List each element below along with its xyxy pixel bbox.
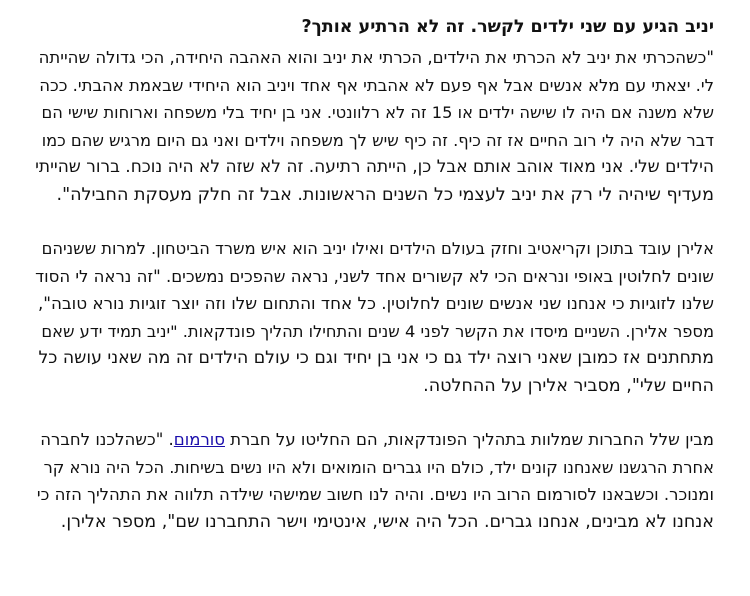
paragraph-text: . "כשהלכנו לחברה <box>40 430 174 449</box>
paragraph-line: מתחתנים אז כמובן שאני רוצה ילד גם כי אני בן יחיד וגם כי עולם הילדים זה מה שאני עושה כל <box>38 348 714 368</box>
paragraph-line: לי. יצאתי עם מלא אנשים אבל אף פעם לא אהבתי אף אחד ויניב הוא היחידי שבאמת אהבתי. ככה <box>39 75 714 95</box>
article-heading: יניב הגיע עם שני ילדים לקשר. זה לא הרתיע אותך? <box>301 17 714 37</box>
surmom-link[interactable]: סורמום <box>173 430 225 449</box>
paragraph-line: מעדיף שיהיה לי רק את יניב לעצמי כל השנים הראשונות. אבל זה חלק מעסקת החבילה". <box>56 184 714 205</box>
paragraph-line <box>34 426 714 454</box>
paragraph-line: דבר שלא היה לי רוב החיים אז זה כיף. זה כיף שיש לך משפחה וילדים ואני גם היום מרגיש שהם כמו <box>41 130 714 150</box>
paragraph-line: אלירן עובד בתוכן וקריאטיב וחזק בעולם הילדים ואילו יניב הוא איש משרד הביטחון. למרות ששניהם <box>41 239 714 258</box>
paragraph-line: שונים לחלוטין באופי ונראים הכי לא קשורים אחד לשני, נראה שהפכים נמשכים. "זה נראה לי הסוד <box>35 266 714 286</box>
paragraph-line: ומנוכר. וכשבאנו לסורמום הרוב היו נשים. והיה לנו חשוב שמישהי שילדה תלווה את התהליך הזה כי <box>36 485 714 504</box>
article-body <box>34 14 714 536</box>
paragraph-2 <box>34 235 714 400</box>
paragraph-line: שלא משנה אם היה לו שישה ילדים או 15 זה לא רלוונטי. אני בן יחיד בלי משפחה וארוחות שישי הם <box>41 103 714 122</box>
paragraph-line: החיים שלי", מסביר אלירן על ההחלטה. <box>423 375 714 396</box>
paragraph-line: אחרת הרגשנו שאנחנו קונים ילד, כולם היו גברים הומואים ולא היו נשים בשיחות. הכל היה נורא קר <box>43 457 714 477</box>
paragraph-line: אנחנו לא מבינים, אנחנו גברים. הכל היה אישי, אינטימי וישר התחברנו שם", מספר אלירן. <box>60 511 714 532</box>
paragraph-1 <box>34 44 714 209</box>
paragraph-line: הילדים שלי. אני מאוד אוהב אותם אבל כן, הייתה רתיעה. זה לא שזה לא היה נוכח. ברור שהייתי <box>35 157 714 177</box>
paragraph-text: מבין שלל החברות שמלוות בתהליך הפונדקאות, הם החליטו על חברת <box>224 430 714 449</box>
paragraph-line: מספר אלירן. השניים מיסדו את הקשר לפני 4 שנים והתחילו תהליך פונדקאות. "יניב תמיד ידע שאם <box>41 321 714 341</box>
paragraph-3 <box>34 426 714 536</box>
paragraph-line: "כשהכרתי את יניב לא הכרתי את הילדים, הכרתי את יניב והוא האהבה היחידה, הכי גדולה שהייתה <box>38 48 714 67</box>
paragraph-line: שלנו לזוגיות כי אנחנו שני אנשים שונים לחלוטין. כל אחד והתחום שלו וזה יוצר זוגיות נורא טובה", <box>37 293 714 313</box>
